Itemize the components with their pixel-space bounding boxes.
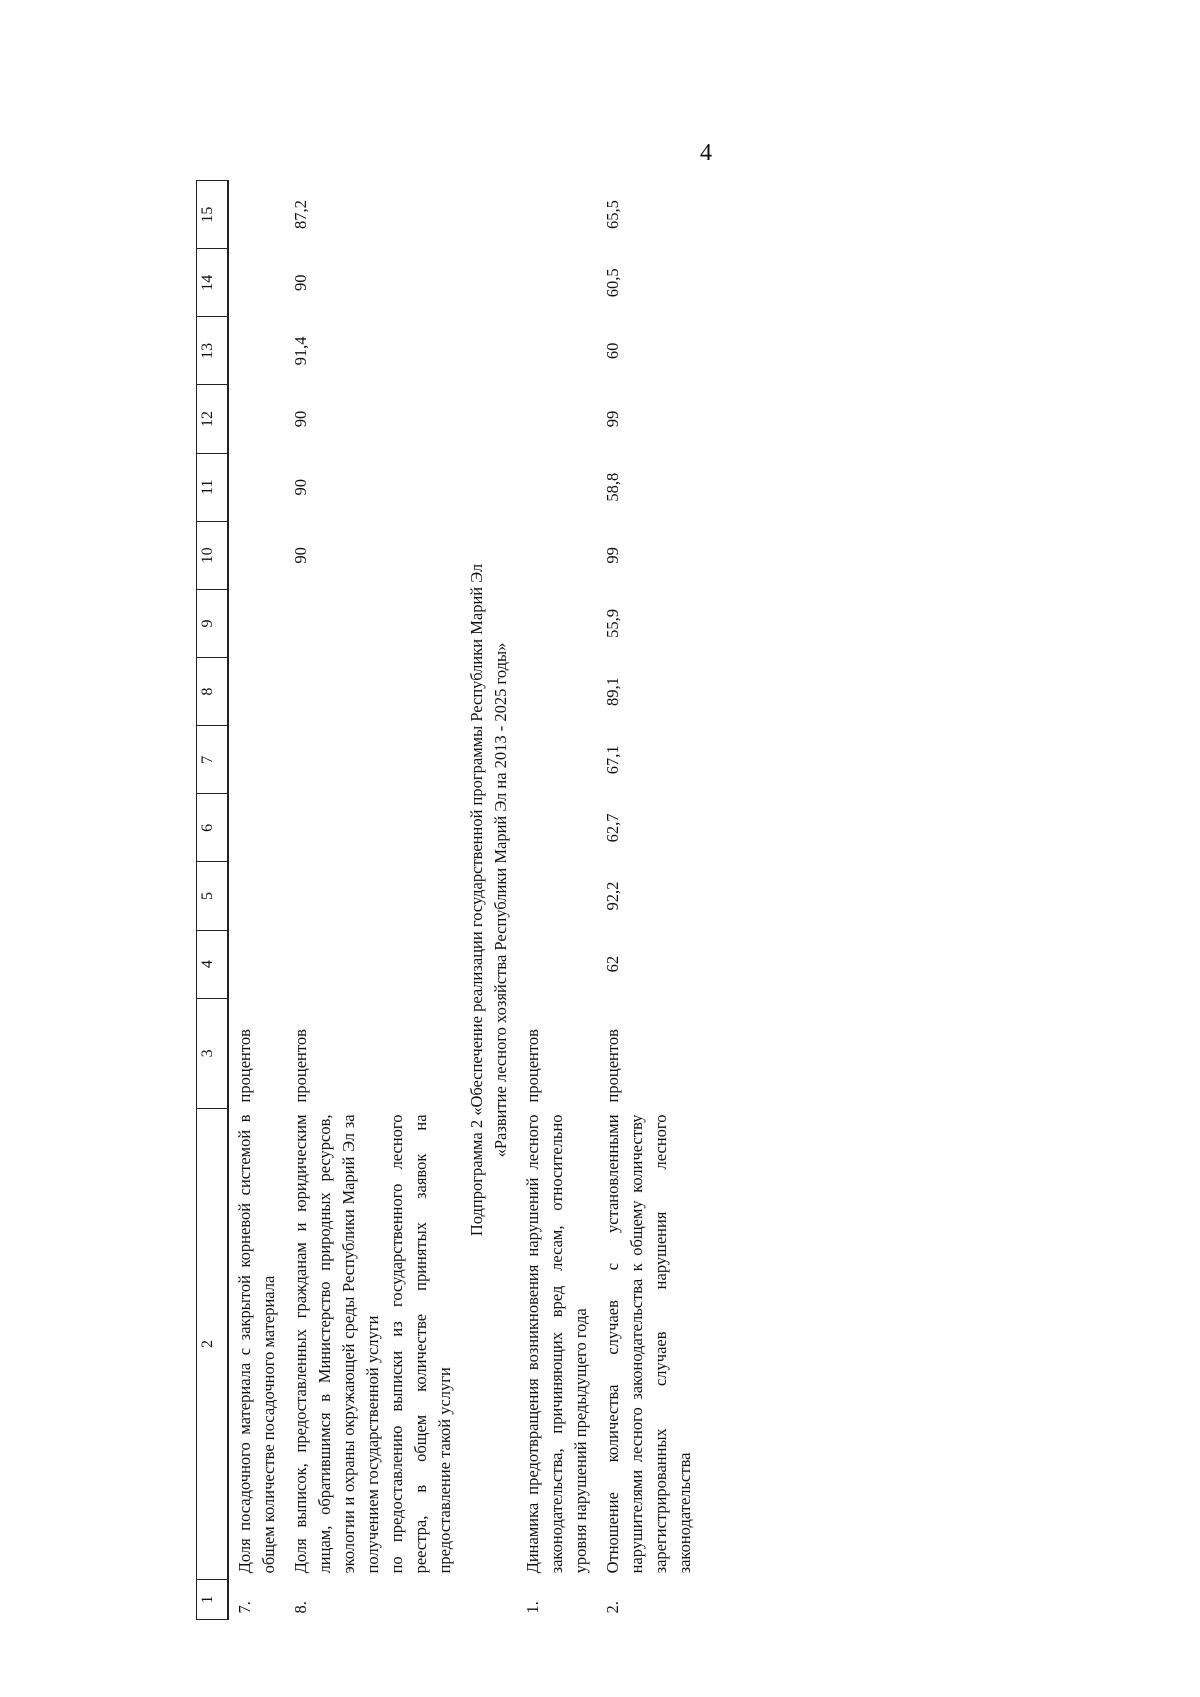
value-cell: 87,2 bbox=[291, 200, 310, 230]
value-cell bbox=[228, 589, 285, 657]
indicator-text: Динамика предотвращения возникновения нарушений лесного законодательства, причиняющих вред лесам, относительно уровня нарушений предыдущего года bbox=[523, 1114, 590, 1574]
value-cell bbox=[285, 794, 461, 862]
value-cell: 92,2 bbox=[603, 881, 622, 911]
value-cell bbox=[285, 930, 461, 998]
indicator-text: Доля посадочного материала с закрытой корневой системой в общем количестве посадочного материала bbox=[235, 1114, 278, 1574]
row-number: 7. bbox=[235, 1601, 254, 1614]
header-cell: 10 bbox=[197, 521, 229, 589]
header-cell: 4 bbox=[197, 930, 229, 998]
header-cell: 8 bbox=[197, 658, 229, 726]
value-cell: 60,5 bbox=[603, 268, 622, 298]
value-cell bbox=[517, 930, 597, 998]
value-cell: 99 bbox=[603, 410, 622, 428]
value-cell bbox=[517, 181, 597, 249]
unit-cell: процентов bbox=[235, 1029, 254, 1103]
value-cell bbox=[517, 317, 597, 385]
header-cell: 2 bbox=[197, 1108, 229, 1579]
value-cell: 90 bbox=[291, 274, 310, 292]
unit-cell: процентов bbox=[291, 1029, 310, 1103]
unit-cell: процентов bbox=[523, 1029, 542, 1103]
value-cell bbox=[228, 862, 285, 930]
value-cell: 65,5 bbox=[603, 200, 622, 230]
header-cell: 15 bbox=[197, 181, 229, 249]
value-cell bbox=[517, 521, 597, 589]
indicator-text: по предоставлению выписки из государственного лесного реестра, в общем количестве принятых заявок на предоставление такой услуги bbox=[387, 1114, 454, 1574]
header-cell: 7 bbox=[197, 726, 229, 794]
value-cell: 55,9 bbox=[603, 609, 622, 638]
value-cell bbox=[285, 726, 461, 794]
value-cell bbox=[285, 589, 461, 657]
value-cell bbox=[517, 726, 597, 794]
table-row bbox=[597, 181, 701, 1620]
value-cell bbox=[228, 658, 285, 726]
value-cell bbox=[228, 521, 285, 589]
indicator-name bbox=[597, 1108, 701, 1579]
value-cell bbox=[228, 317, 285, 385]
value-cell: 89,1 bbox=[603, 677, 622, 707]
value-cell bbox=[285, 658, 461, 726]
value-cell: 62 bbox=[603, 955, 622, 973]
value-cell: 90 bbox=[291, 410, 310, 428]
value-cell: 90 bbox=[291, 547, 310, 564]
value-cell: 67,1 bbox=[603, 745, 622, 775]
header-cell: 5 bbox=[197, 862, 229, 930]
table-row bbox=[228, 181, 285, 1620]
indicator-text: Отношение количества случаев с установленными нарушителями лесного законодательства к общему количеству зарегистрированных случаев нарушения лесного законодательства bbox=[603, 1114, 694, 1574]
value-cell: 58,8 bbox=[603, 472, 622, 502]
value-cell bbox=[517, 589, 597, 657]
table-row bbox=[517, 181, 597, 1620]
value-cell bbox=[228, 181, 285, 249]
value-cell bbox=[517, 862, 597, 930]
row-number: 2. bbox=[603, 1601, 622, 1614]
value-cell bbox=[228, 249, 285, 317]
value-cell bbox=[228, 453, 285, 521]
header-cell: 3 bbox=[197, 998, 229, 1108]
indicator-name bbox=[517, 1108, 597, 1579]
value-cell: 62,7 bbox=[603, 813, 622, 843]
value-cell bbox=[517, 453, 597, 521]
indicator-name bbox=[285, 1108, 461, 1579]
value-cell bbox=[228, 726, 285, 794]
header-cell: 6 bbox=[197, 794, 229, 862]
header-cell: 13 bbox=[197, 317, 229, 385]
header-cell: 9 bbox=[197, 589, 229, 657]
header-cell: 12 bbox=[197, 385, 229, 453]
indicator-text: Доля выписок, предоставленных гражданам и юридическим лицам, обратившимся в Министерство природных ресурсов, экологии и охраны окружающей среды Республики Марий Эл за получением государственной услуги bbox=[291, 1114, 382, 1574]
value-cell bbox=[517, 249, 597, 317]
indicator-name bbox=[228, 1108, 285, 1579]
row-number: 1. bbox=[523, 1601, 542, 1614]
header-row bbox=[197, 181, 229, 1620]
subprogram-heading bbox=[461, 181, 517, 1620]
value-cell bbox=[228, 794, 285, 862]
value-cell: 60 bbox=[603, 342, 622, 360]
value-cell bbox=[285, 862, 461, 930]
value-cell bbox=[228, 930, 285, 998]
value-cell bbox=[517, 385, 597, 453]
page-number: 4 bbox=[700, 140, 712, 166]
subprogram-row bbox=[461, 181, 517, 1620]
subprogram-title-line-1: Подпрограмма 2 «Обеспечение реализации государственной программы Республики Марий Эл bbox=[467, 563, 486, 1237]
value-cell bbox=[517, 658, 597, 726]
value-cell: 90 bbox=[291, 478, 310, 496]
value-cell bbox=[517, 794, 597, 862]
value-cell: 99 bbox=[603, 547, 622, 564]
row-number: 8. bbox=[291, 1601, 310, 1614]
value-cell bbox=[228, 385, 285, 453]
value-cell: 91,4 bbox=[291, 336, 310, 366]
header-cell: 1 bbox=[197, 1579, 229, 1619]
unit-cell: процентов bbox=[603, 1029, 622, 1103]
header-cell: 14 bbox=[197, 249, 229, 317]
indicators-table bbox=[196, 180, 701, 1620]
header-cell: 11 bbox=[197, 453, 229, 521]
table-row bbox=[285, 181, 461, 1620]
subprogram-title-line-2: «Развитие лесного хозяйства Республики Марий Эл на 2013 - 2025 годы» bbox=[491, 642, 510, 1158]
rotated-table-sheet bbox=[196, 180, 956, 1620]
